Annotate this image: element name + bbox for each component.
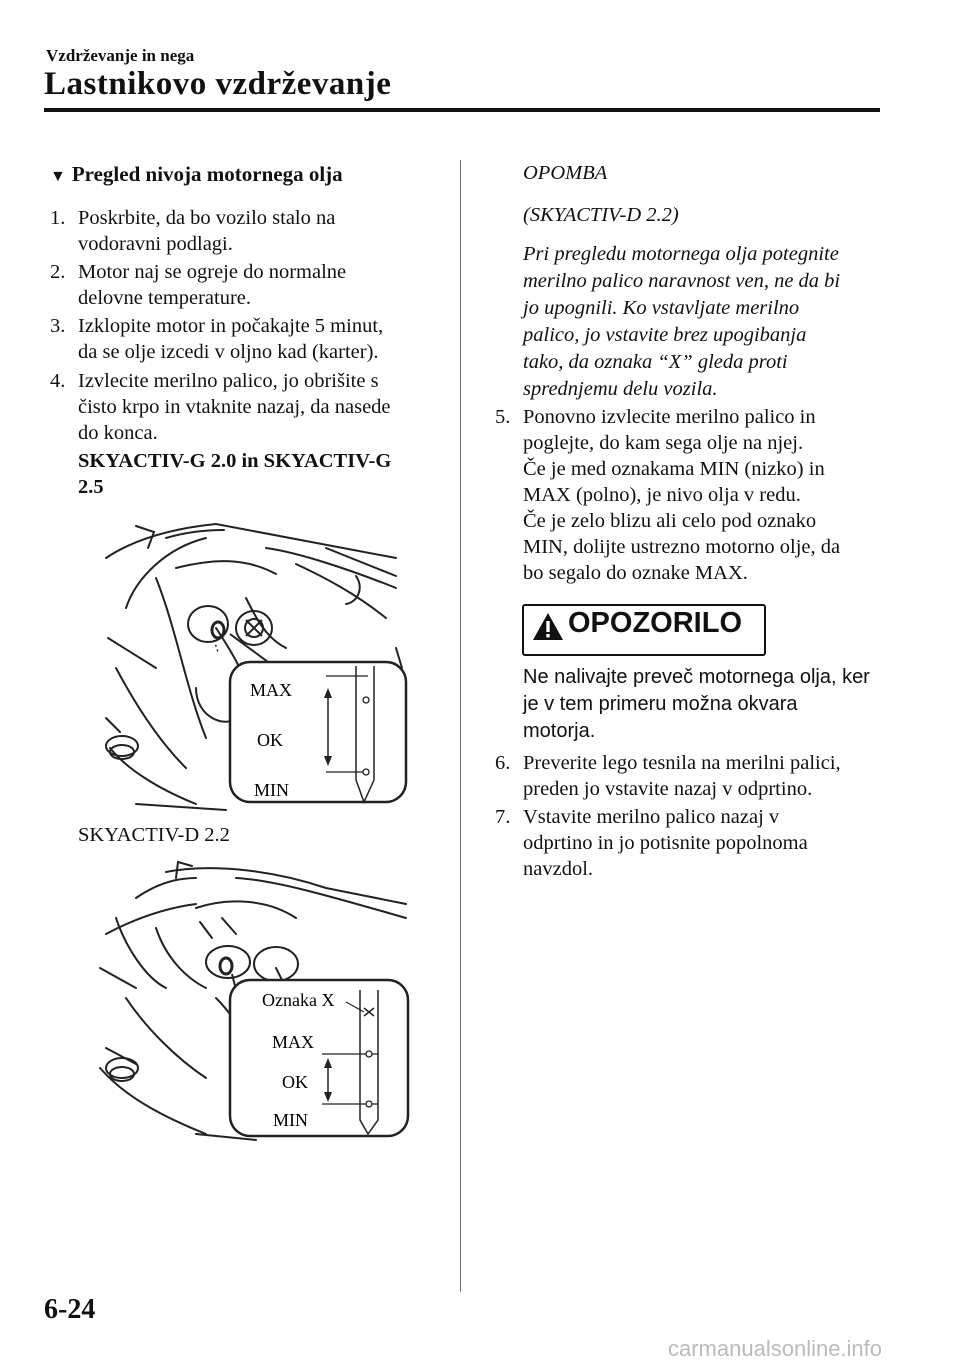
engine-d-label: SKYACTIV-D 2.2 <box>78 824 230 846</box>
step-line: Motor naj se ogreje do normalne <box>78 261 347 283</box>
step-line: bo segalo do oznake MAX. <box>523 562 748 584</box>
step-text <box>78 313 383 365</box>
step-line: Poskrbite, da bo vozilo stalo na <box>78 207 336 229</box>
fig2-mark-label: Oznaka X <box>262 990 335 1010</box>
step-line: Izklopite motor in počakajte 5 minut, <box>78 315 384 337</box>
step-number: 7. <box>495 806 511 828</box>
triangle-bullet-icon: ▼ <box>50 168 66 185</box>
note-line: sprednjemu delu vozila. <box>523 378 718 400</box>
warning-line: motorja. <box>523 720 596 742</box>
note-line: Pri pregledu motornega olja potegnite <box>523 243 839 265</box>
step-text <box>78 205 335 257</box>
step-7 <box>495 804 895 884</box>
fig1-ok-label: OK <box>257 730 283 750</box>
step-line: da se olje izcedi v oljno kad (karter). <box>78 341 379 363</box>
step-6 <box>495 750 905 804</box>
note-engine: (SKYACTIV-D 2.2) <box>523 204 679 226</box>
step-text <box>78 368 391 446</box>
step-number: 4. <box>50 370 66 392</box>
step-line: MIN, dolijte ustrezno motorno olje, da <box>523 536 841 558</box>
step-2 <box>50 259 450 311</box>
step-number: 3. <box>50 315 66 337</box>
column-divider <box>460 160 461 1292</box>
step-line: Če je zelo blizu ali celo pod oznako <box>523 510 817 532</box>
step-number: 5. <box>495 406 511 428</box>
note-line: tako, da oznaka “X” gleda proti <box>523 351 788 373</box>
section-label: Vzdrževanje in nega <box>46 46 195 65</box>
dipstick-figure-gasoline <box>96 518 416 814</box>
dipstick-figure-diesel <box>96 858 416 1146</box>
step-text <box>523 804 808 882</box>
page-title: Lastnikovo vzdrževanje <box>44 66 392 102</box>
step-text <box>523 750 841 802</box>
fig2-max-label: MAX <box>272 1032 315 1052</box>
site-watermark: carmanualsonline.info <box>668 1336 883 1361</box>
section-heading <box>50 162 343 187</box>
warning-label: OPOZORILO <box>568 607 742 639</box>
warning-line: Ne nalivajte preveč motornega olja, ker <box>523 666 870 688</box>
page-number: 6-24 <box>44 1294 96 1325</box>
step-line: vodoravni podlagi. <box>78 233 233 255</box>
step-line: MAX (polno), je nivo olja v redu. <box>523 484 801 506</box>
note-title: OPOMBA <box>523 162 608 184</box>
step-text <box>523 404 840 586</box>
step-number: 6. <box>495 752 511 774</box>
warning-triangle-icon <box>532 612 564 642</box>
note-line: jo upognili. Ko vstavljate merilno <box>523 297 800 319</box>
step-line: do konca. <box>78 422 158 444</box>
step-number: 1. <box>50 207 66 229</box>
step-line: Vstavite merilno palico nazaj v <box>523 806 780 828</box>
step-line: navzdol. <box>523 858 594 880</box>
engine-g-label <box>78 448 458 502</box>
engine-g-line: 2.5 <box>78 476 104 498</box>
step-4 <box>50 368 460 448</box>
title-rule <box>44 108 880 112</box>
note-line: merilno palico naravnost ven, ne da bi <box>523 270 841 292</box>
step-line: Preverite lego tesnila na merilni palici, <box>523 752 841 774</box>
warning-body <box>523 664 873 745</box>
note-body <box>523 241 883 403</box>
warning-line: je v tem primeru možna okvara <box>523 693 798 715</box>
step-line: odprtino in jo potisnite popolnoma <box>523 832 808 854</box>
step-line: Ponovno izvlecite merilno palico in <box>523 406 816 428</box>
fig1-max-label: MAX <box>250 680 293 700</box>
section-heading-text: Pregled nivoja motornega olja <box>71 162 343 186</box>
step-line: preden jo vstavite nazaj v odprtino. <box>523 778 813 800</box>
step-line: Če je med oznakama MIN (nizko) in <box>523 458 825 480</box>
fig2-ok-label: OK <box>282 1072 308 1092</box>
step-3 <box>50 313 460 365</box>
fig1-min-label: MIN <box>254 780 289 800</box>
note-line: palico, jo vstavite brez upogibanja <box>523 324 807 346</box>
step-number: 2. <box>50 261 66 283</box>
step-line: delovne temperature. <box>78 287 252 309</box>
step-text <box>78 259 346 311</box>
step-1 <box>50 205 450 257</box>
step-line: Izvlecite merilno palico, jo obrišite s <box>78 370 379 392</box>
step-line: poglejte, do kam sega olje na njej. <box>523 432 804 454</box>
step-5 <box>495 404 895 590</box>
engine-g-line: SKYACTIV-G 2.0 in SKYACTIV-G <box>78 450 392 472</box>
step-line: čisto krpo in vtaknite nazaj, da nasede <box>78 396 391 418</box>
fig2-min-label: MIN <box>273 1110 308 1130</box>
